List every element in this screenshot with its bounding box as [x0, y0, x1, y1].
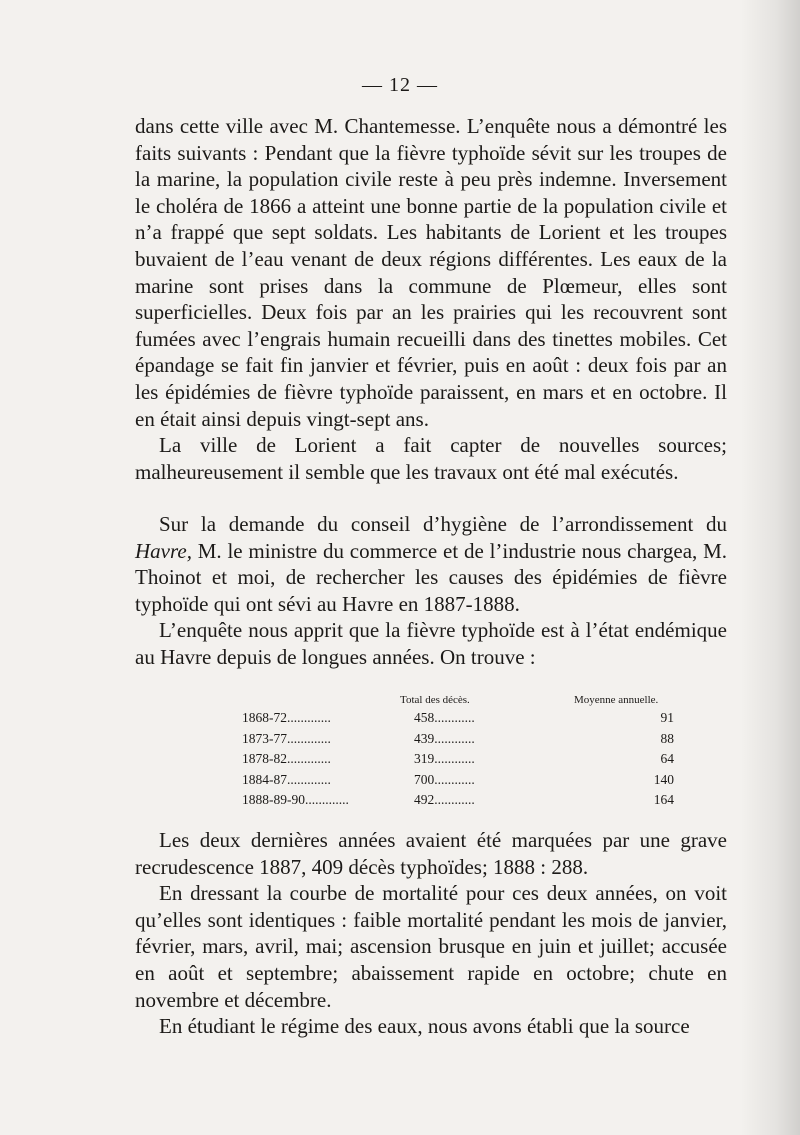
- total-cell: 700............: [414, 771, 475, 787]
- mortality-table: [242, 690, 682, 811]
- table-row: [242, 708, 682, 729]
- paragraph-text: M. le ministre du commerce et de l’industrie nous chargea, M. Thoinot et moi, de rechercher les causes des épidémies de fièvre typhoïde qui ont sévi au Havre en 1887-1888.: [135, 538, 727, 616]
- paragraph: En dressant la courbe de mortalité pour ces deux années, on voit qu’elles sont identiques : faible mortalité pendant les mois de janvier, février, mars, avril, mai; ascension brusque en juin et juillet; accusée en août et septembre; abaissement rapide en octobre; chute en novembre et décembre.: [135, 881, 727, 1012]
- total-cell: 319............: [414, 751, 475, 767]
- moyenne-cell: 88: [660, 730, 674, 746]
- column-header-moyenne: Moyenne annuelle.: [574, 694, 659, 706]
- table-row: [242, 790, 682, 811]
- total-cell: 492............: [414, 792, 475, 808]
- moyenne-cell: 64: [660, 751, 674, 767]
- paragraph: L’enquête nous apprit que la fièvre typhoïde est à l’état endémique au Havre depuis de longues années. On trouve :: [135, 618, 727, 669]
- column-header-total: Total des décès.: [400, 694, 470, 706]
- italic-place-name: Havre,: [135, 538, 192, 563]
- moyenne-cell: 140: [653, 771, 674, 787]
- table-row: [242, 770, 682, 791]
- period-cell: 1888-89-90.............: [242, 792, 349, 808]
- page-number: — 12 —: [362, 74, 438, 96]
- paragraph: [135, 511, 727, 617]
- text-block-lorient: [135, 113, 727, 485]
- page-edge-shadow: [740, 0, 800, 1135]
- text-block-mortality: [135, 827, 727, 1040]
- period-cell: 1878-82.............: [242, 751, 331, 767]
- paragraph-text: Sur la demande du conseil d’hygiène de l’arrondissement du: [159, 512, 727, 536]
- paragraph: En étudiant le régime des eaux, nous avons établi que la source: [159, 1014, 690, 1039]
- table-row: [242, 749, 682, 770]
- moyenne-cell: 91: [660, 710, 674, 725]
- total-cell: 439............: [414, 730, 475, 746]
- total-cell: 458............: [414, 710, 475, 725]
- text-block-havre: [135, 511, 727, 671]
- paragraph: La ville de Lorient a fait capter de nouvelles sources; malheureusement il semble que les travaux ont été mal exécutés.: [135, 433, 727, 484]
- period-cell: 1868-72.............: [242, 710, 331, 725]
- table-body: [242, 708, 682, 811]
- table-header: [242, 690, 682, 708]
- moyenne-cell: 164: [653, 792, 674, 808]
- paragraph: Les deux dernières années avaient été marquées par une grave recrudescence 1887, 409 décès typhoïdes; 1888 : 288.: [135, 828, 727, 879]
- paragraph: dans cette ville avec M. Chantemesse. L’enquête nous a démontré les faits suivants : Pendant que la fièvre typhoïde sévit sur les troupes de la marine, la population civile reste à peu près indemne. Inversement le choléra de 1866 a atteint une bonne partie de la population civile et n’a frappé que sept soldats. Les habitants de Lorient et les troupes buvaient de l’eau venant de deux régions différentes. Les eaux de la marine sont prises dans la commune de Plœmeur, elles sont superficielles. Deux fois par an les prairies qui les recouvrent sont fumées avec l’engrais humain recueilli dans des tinettes mobiles. Cet épandage se fait fin janvier et février, puis en août : deux fois par an les épidémies de fièvre typhoïde paraissent, en mars et en octobre. Il en était ainsi depuis vingt-sept ans.: [135, 114, 727, 431]
- period-cell: 1873-77.............: [242, 730, 331, 746]
- period-cell: 1884-87.............: [242, 771, 331, 787]
- table-row: [242, 729, 682, 750]
